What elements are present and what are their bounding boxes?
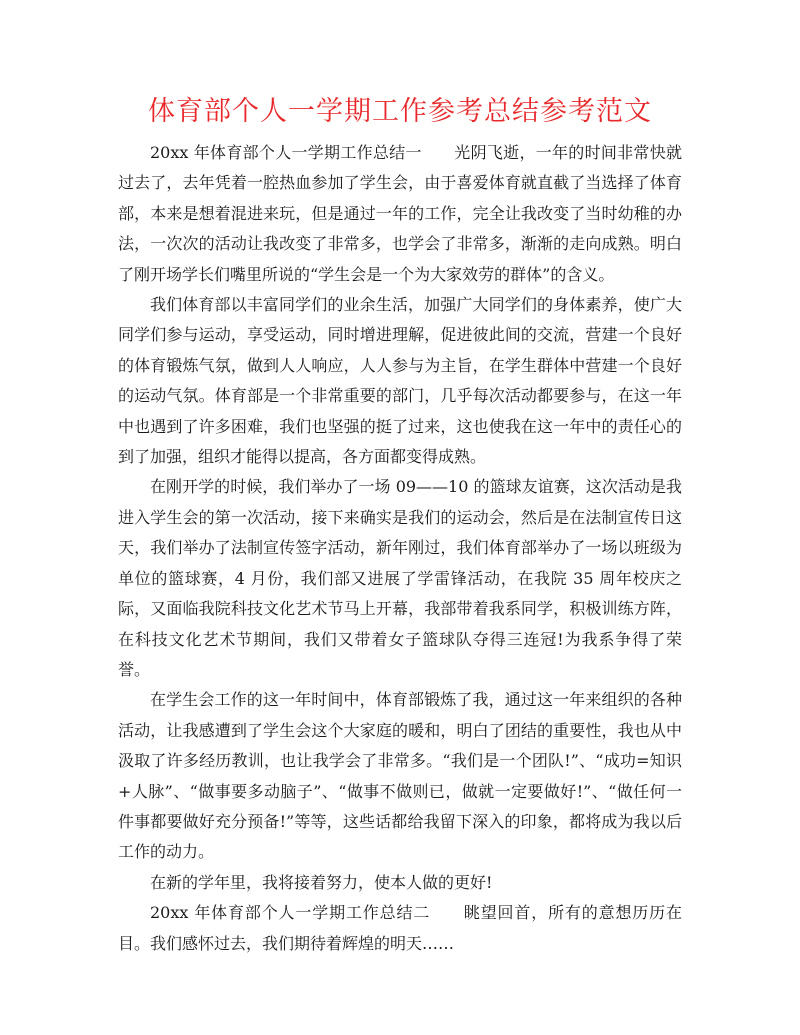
paragraph-6: 20xx 年体育部个人一学期工作总结二 眺望回首，所有的意想历历在目。我们感怀过去，我们期待着辉煌的明天…… [118, 903, 682, 953]
paragraph-3: 在刚开学的时候，我们举办了一场 09——10 的篮球友谊赛，这次活动是我进入学生会的第一次活动，接下来确实是我们的运动会，然后是在法制宣传日这天，我们举办了法制宣传签字活动，新年刚过，我们体育部举办了一场以班级为单位的篮球赛，4 月份，我们部又进展了学雷锋活动，在我院 35 周年校庆之际，又面临我院科技文化艺术节马上开幕，我部带着我系同学，积极训练方阵，在科技文化艺术节期间，我们又带着女子篮球队夺得三连冠!为我系争得了荣誉。 [118, 477, 682, 679]
document-title: 体育部个人一学期工作参考总结参考范文 [148, 96, 652, 127]
document-body [118, 138, 682, 959]
paragraph-1: 20xx 年体育部个人一学期工作总结一 光阴飞逝，一年的时间非常快就过去了，去年凭着一腔热血参加了学生会，由于喜爱体育就直截了当选择了体育部，本来是想着混进来玩，但是通过一年的工作，完全让我改变了当时幼稚的办法，一次次的活动让我改变了非常多，也学会了非常多，渐渐的走向成熟。明白了刚开场学长们嘴里所说的“学生会是一个为大家效劳的群体”的含义。 [118, 143, 682, 284]
paragraph-4: 在学生会工作的这一年时间中，体育部锻炼了我，通过这一年来组织的各种活动，让我感遭到了学生会这个大家庭的暖和，明白了团结的重要性，我也从中汲取了许多经历教训，也让我学会了非常多。“我们是一个团队!”、“成功=知识+人脉”、“做事要多动脑子”、“做事不做则已，做就一定要做好!”、“做任何一件事都要做好充分预备!”等等，这些话都给我留下深入的印象，都将成为我以后工作的动力。 [118, 690, 682, 862]
paragraph-2: 我们体育部以丰富同学们的业余生活，加强广大同学们的身体素养，使广大同学们参与运动，享受运动，同时增进理解，促进彼此间的交流，营建一个良好的体育锻炼气氛，做到人人响应，人人参与为主旨，在学生群体中营建一个良好的运动气氛。体育部是一个非常重要的部门，几乎每次活动都要参与，在这一年中也遇到了许多困难，我们也坚强的挺了过来，这也使我在这一年中的责任心的到了加强，组织才能得以提高，各方面都变得成熟。 [118, 295, 682, 467]
paragraph-5: 在新的学年里，我将接着努力，使本人做的更好! [150, 872, 493, 892]
